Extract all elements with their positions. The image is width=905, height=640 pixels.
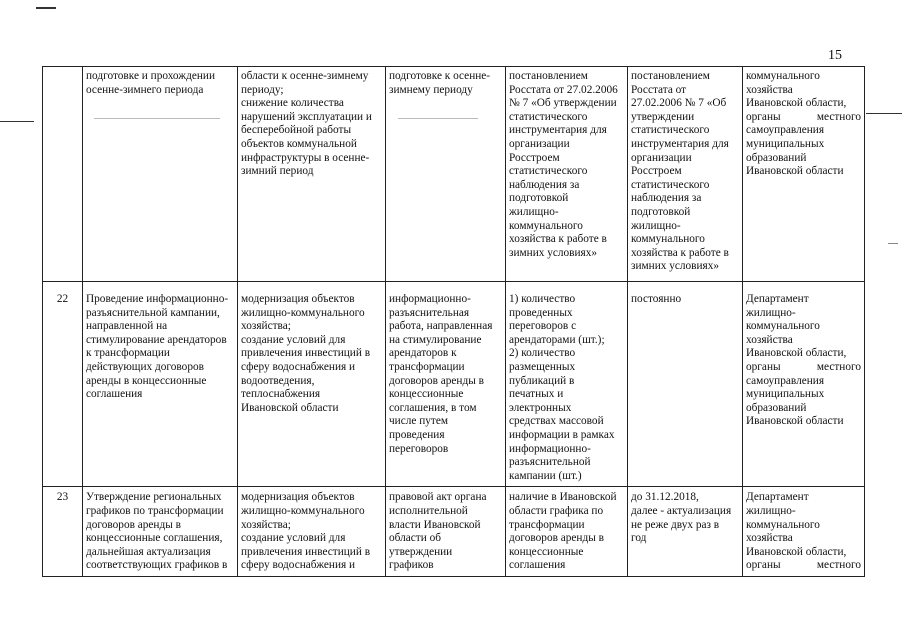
cell-line: хозяйства (746, 83, 793, 96)
cell-line: договоров аренды в (389, 374, 484, 387)
cell-line: жилищно- (746, 306, 796, 319)
row-number: 23 (43, 487, 83, 577)
cell-line: Ивановской области, (746, 97, 847, 110)
cell-line: самоуправления (746, 124, 825, 137)
cell-line: теплоснабжения (241, 388, 321, 401)
cell-line: утверждении (631, 110, 695, 123)
cell-line: аренды в концессионные (86, 374, 207, 387)
cell-indicator (506, 487, 628, 577)
cell-measure (83, 67, 238, 282)
cell-line: проведения (389, 428, 445, 441)
cell-line: органы местного (746, 559, 861, 572)
cell-line: подготовке и прохождении (86, 70, 216, 82)
cell-line: снижение количества (241, 97, 344, 110)
scan-mark-right-small (888, 243, 898, 244)
cell-line: хозяйства (746, 532, 793, 545)
cell-line: организации (509, 137, 570, 150)
cell-line: статистического (631, 178, 710, 191)
cell-deadline (628, 487, 743, 577)
cell-line: Департамент (746, 491, 809, 504)
cell-line: кампании (шт.) (509, 469, 582, 482)
cell-line: 27.02.2006 № 7 «Об (631, 97, 727, 110)
cell-line: подготовкой (509, 192, 569, 205)
cell-line: соглашения (509, 559, 566, 572)
cell-line: соглашения (86, 388, 143, 401)
cell-line: статистического (631, 124, 710, 137)
cell-line: информационно- (389, 293, 471, 305)
cell-line: постоянно (631, 293, 682, 305)
cell-line: коммунального (631, 233, 705, 246)
cell-line: инфраструктуры в осенне- (241, 151, 370, 164)
cell-line: жилищно- (746, 504, 796, 517)
scan-mark-top (36, 7, 56, 9)
cell-line: утверждении (389, 545, 453, 558)
table-row (43, 67, 865, 282)
table-row (43, 487, 865, 577)
cell-line: информации в рамках (509, 428, 615, 441)
cell-line: 1) количество (509, 293, 576, 305)
cell-line: дальнейшая актуализация (86, 545, 211, 558)
cell-line: публикаций в (509, 374, 575, 387)
cell-line: самоуправления (746, 374, 825, 387)
cell-line: трансформации (509, 518, 585, 531)
scan-mark-left (0, 121, 34, 122)
row-number (43, 67, 83, 282)
cell-line: водоотведения, (241, 374, 315, 387)
cell-line: работа, направленная (389, 320, 493, 333)
cell-line: Росстроем (631, 165, 682, 178)
cell-line: подготовке к осенне- (389, 70, 491, 82)
cell-line: жилищно- (631, 219, 681, 232)
cell-line: соответствующих графиков в (86, 559, 228, 572)
cell-responsible (743, 67, 865, 282)
page-number: 15 (828, 48, 842, 63)
cell-line: разъяснительная (389, 306, 470, 319)
cell-line: хозяйства к работе в (631, 246, 729, 259)
cell-result (386, 67, 506, 282)
cell-indicator (506, 67, 628, 282)
row-number: 22 (43, 282, 83, 487)
cell-line: Росстата от 27.02.2006 (509, 83, 618, 96)
cell-line: привлечения инвестиций в (241, 347, 371, 360)
cell-line: информационно- (509, 442, 591, 455)
cell-line: органы местного (746, 360, 861, 373)
cell-line: графиков по трансформации (86, 504, 224, 517)
cell-line: статистического (509, 110, 588, 123)
cell-line: переговоров с (509, 320, 577, 333)
cell-line: хозяйства; (241, 518, 291, 531)
cell-line: правовой акт органа (389, 491, 487, 504)
cell-line: области графика по (509, 504, 604, 517)
cell-line: концессионные (389, 388, 464, 401)
cell-line: создание условий для (241, 333, 346, 346)
cell-line: образований (746, 151, 807, 164)
cell-line: исполнительной (389, 504, 468, 517)
cell-line: хозяйства (746, 333, 793, 346)
cell-line: 2) количество (509, 347, 576, 360)
cell-line: до 31.12.2018, (631, 491, 699, 504)
cell-line: периоду; (241, 83, 284, 96)
cell-line: к трансформации (86, 347, 170, 360)
cell-line: Проведение информационно- (86, 293, 229, 305)
cell-line: на стимулирование (389, 333, 482, 346)
cell-line: Ивановской области, (746, 545, 847, 558)
cell-line: объектов коммунальной (241, 137, 357, 150)
cell-line: коммунального (746, 518, 820, 531)
cell-goal (238, 282, 386, 487)
cell-line: постановлением (509, 70, 588, 82)
cell-line: концессионные (509, 545, 584, 558)
cell-result (386, 282, 506, 487)
cell-line: области об (389, 532, 441, 545)
cell-line: действующих договоров (86, 360, 204, 373)
cell-line: год (631, 532, 647, 545)
cell-line: зимний период (241, 165, 314, 178)
scan-mark-right (866, 113, 902, 114)
cell-line: Росстата от (631, 83, 687, 96)
cell-line: органы местного (746, 110, 861, 123)
cell-line: печатных и (509, 388, 564, 401)
cell-line: разъяснительной (509, 456, 591, 469)
cell-line: жилищно- (509, 205, 559, 218)
cell-deadline (628, 67, 743, 282)
cell-line: коммунального (746, 70, 820, 82)
cell-line: разъяснительной кампании, (86, 306, 220, 319)
cell-line: инструментария для (509, 124, 607, 137)
cell-line: подготовкой (631, 205, 691, 218)
cell-indicator (506, 282, 628, 487)
cell-line: зимних условиях» (631, 260, 720, 273)
cell-line: власти Ивановской (389, 518, 481, 531)
cell-line: проведенных (509, 306, 573, 319)
cell-line: постановлением (631, 70, 710, 82)
cell-line: сферу водоснабжения и (241, 360, 356, 373)
cell-line: Ивановской области, (746, 347, 847, 360)
cell-line: стимулирование арендаторов (86, 333, 227, 346)
cell-line: наблюдения за (509, 178, 580, 191)
cell-line: соглашения, в том (389, 401, 477, 414)
cell-line: коммунального (509, 219, 583, 232)
cell-line: статистического (509, 165, 588, 178)
cell-line: Росстроем (509, 151, 560, 164)
cell-line: модернизация объектов (241, 293, 355, 305)
cell-line: Ивановской области (746, 165, 844, 178)
cell-line: наличие в Ивановской (509, 491, 617, 504)
cell-line: договоров аренды в (509, 532, 604, 545)
cell-line: организации (631, 151, 692, 164)
cell-line: модернизация объектов (241, 491, 355, 504)
cell-goal (238, 67, 386, 282)
cell-line: бесперебойной работы (241, 124, 352, 137)
cell-measure (83, 487, 238, 577)
cell-line: числе путем (389, 415, 449, 428)
cell-line: направленной на (86, 320, 168, 333)
cell-line: Ивановской области (241, 401, 339, 414)
cell-line: графиков (389, 559, 434, 572)
cell-line: арендаторов к (389, 347, 457, 360)
cell-line: жилищно-коммунального (241, 504, 365, 517)
cell-line: договоров аренды в (86, 518, 181, 531)
cell-responsible (743, 282, 865, 487)
cell-line: Ивановской области (746, 415, 844, 428)
cell-line: электронных (509, 401, 572, 414)
cell-line: хозяйства к работе в (509, 233, 607, 246)
table-row (43, 282, 865, 487)
cell-line: наблюдения за (631, 192, 702, 205)
cell-line: зимних условиях» (509, 246, 598, 259)
cell-line: области к осенне-зимнему (241, 70, 369, 82)
cell-line: коммунального (746, 320, 820, 333)
cell-line: образований (746, 401, 807, 414)
cell-line: осенне-зимнего периода (86, 83, 204, 96)
cell-result (386, 487, 506, 577)
cell-line: арендаторами (шт.); (509, 333, 605, 346)
cell-line: Утверждение региональных (86, 491, 222, 504)
cell-line: сферу водоснабжения и (241, 559, 356, 572)
cell-goal (238, 487, 386, 577)
cell-line: зимнему периоду (389, 83, 473, 96)
cell-line: создание условий для (241, 532, 346, 545)
cell-line: муниципальных (746, 137, 825, 150)
cell-line: не реже двух раз в (631, 518, 720, 531)
cell-line: № 7 «Об утверждении (509, 97, 617, 110)
cell-line: далее - актуализация (631, 504, 732, 517)
cell-line: нарушений эксплуатации и (241, 110, 372, 123)
cell-line: Департамент (746, 293, 809, 305)
cell-line: жилищно-коммунального (241, 306, 365, 319)
cell-measure (83, 282, 238, 487)
cell-line: муниципальных (746, 388, 825, 401)
cell-line: хозяйства; (241, 320, 291, 333)
cell-line: инструментария для (631, 137, 729, 150)
cell-deadline (628, 282, 743, 487)
cell-line: концессионные соглашения, (86, 532, 223, 545)
cell-line: размещенных (509, 360, 576, 373)
cell-line: переговоров (389, 442, 449, 455)
cell-line: трансформации (389, 360, 465, 373)
measures-table (42, 66, 865, 577)
cell-responsible (743, 487, 865, 577)
cell-line: средствах массовой (509, 415, 604, 428)
cell-line: привлечения инвестиций в (241, 545, 371, 558)
